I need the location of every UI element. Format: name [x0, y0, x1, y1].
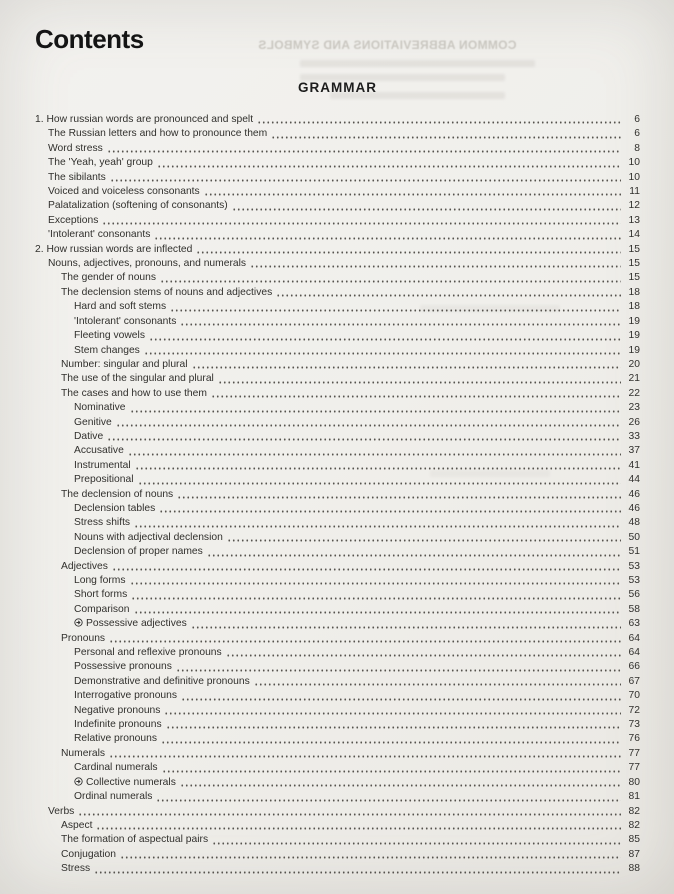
dot-leader	[161, 741, 621, 744]
toc-entry-page-number: 13	[628, 214, 640, 226]
toc-entry-label: Ordinal numerals	[74, 791, 153, 803]
toc-entry	[35, 387, 640, 401]
toc-entry-page-number: 77	[628, 747, 640, 759]
toc-entry-page-number: 88	[628, 863, 640, 875]
toc-entry	[35, 459, 640, 473]
toc-entry-label: Indefinite pronouns	[74, 719, 162, 731]
toc-entry-page-number: 44	[628, 474, 640, 486]
toc-entry-label: Numerals	[61, 747, 106, 759]
dot-leader	[96, 827, 621, 830]
toc-entry	[35, 747, 640, 761]
toc-entry-label: Adjectives	[61, 560, 108, 572]
dot-leader	[191, 626, 621, 629]
dot-leader	[134, 611, 621, 614]
toc-entry	[35, 358, 640, 372]
toc-entry-page-number: 19	[628, 315, 640, 327]
toc-entry	[35, 790, 640, 804]
toc-entry-label: 2. How russian words are inflected	[35, 243, 193, 255]
toc-entry-label: Declension tables	[74, 502, 156, 514]
toc-entry-page-number: 76	[628, 733, 640, 745]
toc-entry	[35, 560, 640, 574]
toc-entry-page-number: 18	[628, 286, 640, 298]
toc-entry	[35, 488, 640, 502]
toc-entry-page-number: 6	[634, 114, 640, 125]
toc-entry-page-number: 82	[628, 819, 640, 831]
toc-entry-page-number: 10	[628, 171, 640, 183]
toc-entry-page-number: 10	[628, 157, 640, 169]
toc-entry-label: Verbs	[48, 805, 75, 817]
toc-entry-page-number: 64	[628, 647, 640, 659]
dot-leader	[166, 726, 621, 729]
toc-entry	[35, 271, 640, 285]
toc-entry-label: Number: singular and plural	[61, 358, 188, 370]
toc-entry-label: Interrogative pronouns	[74, 690, 178, 702]
toc-entry-label: Short forms	[74, 589, 128, 601]
toc-entry-label: Palatalization (softening of consonants)	[48, 200, 228, 212]
toc-entry-page-number: 11	[629, 186, 640, 198]
toc-entry-page-number: 20	[628, 358, 640, 370]
dot-leader	[157, 165, 621, 168]
dot-leader	[271, 136, 621, 139]
toc-entry-label: Aspect	[61, 819, 93, 831]
dot-leader	[176, 669, 621, 672]
toc-entry	[35, 199, 640, 213]
dot-leader	[196, 251, 621, 254]
toc-entry-label: Word stress	[48, 142, 103, 154]
toc-entry-page-number: 53	[628, 560, 640, 572]
toc-entry	[35, 286, 640, 300]
toc-entry-page-number: 23	[628, 402, 640, 414]
toc-entry-label: Stress	[61, 863, 91, 875]
dot-leader	[102, 222, 621, 225]
toc-entry-page-number: 12	[628, 200, 640, 212]
toc-entry-page-number: 87	[628, 848, 640, 860]
toc-entry	[35, 689, 640, 703]
toc-entry-label: Nouns with adjectival declension	[74, 531, 223, 543]
toc-entry-label: Accusative	[74, 445, 124, 457]
toc-entry-label: Stress shifts	[74, 517, 131, 529]
toc-entry	[35, 401, 640, 415]
toc-entry-label: Fleeting vowels	[74, 330, 145, 342]
toc-entry-label: The 'Yeah, yeah' group	[48, 157, 153, 169]
toc-entry-page-number: 15	[628, 243, 640, 255]
toc-entry-page-number: 72	[628, 704, 640, 716]
toc-entry-label: Negative pronouns	[74, 704, 161, 716]
toc-entry-label: Dative	[74, 430, 104, 442]
bleedthrough-artifact	[300, 60, 535, 67]
toc-entry-label: Conjugation	[61, 848, 116, 860]
toc-entry-page-number: 6	[634, 128, 640, 140]
toc-entry	[35, 228, 640, 242]
toc-entry	[35, 156, 640, 170]
toc-entry-label: Possessive pronouns	[74, 661, 172, 673]
toc-entry	[35, 603, 640, 617]
toc-entry-page-number: 15	[628, 272, 640, 284]
dot-leader	[181, 698, 621, 701]
toc-entry-page-number: 37	[628, 445, 640, 457]
toc-entry	[35, 372, 640, 386]
dot-leader	[254, 683, 621, 686]
dot-leader	[276, 294, 621, 297]
toc-entry-page-number: 48	[628, 517, 640, 529]
dot-leader	[149, 338, 621, 341]
toc-entry-label: The sibilants	[48, 171, 106, 183]
dot-leader	[107, 150, 621, 153]
toc-list	[35, 113, 640, 877]
toc-entry-label: The formation of aspectual pairs	[61, 834, 209, 846]
toc-entry	[35, 588, 640, 602]
dot-leader	[138, 482, 621, 485]
dot-leader	[211, 395, 621, 398]
toc-entry-label: 'Intolerant' consonants	[48, 229, 151, 241]
dot-leader	[116, 424, 621, 427]
dot-leader	[131, 597, 621, 600]
toc-entry-label: The use of the singular and plural	[61, 373, 214, 385]
cross-reference-arrow-icon	[74, 617, 83, 631]
dot-leader	[226, 654, 621, 657]
dot-leader	[232, 208, 621, 211]
toc-entry	[35, 617, 640, 631]
toc-entry-page-number: 80	[628, 776, 640, 788]
toc-entry-page-number: 58	[628, 603, 640, 615]
toc-entry-page-number: 19	[628, 344, 640, 356]
toc-entry-page-number: 14	[628, 229, 640, 241]
toc-entry	[35, 545, 640, 559]
toc-entry	[35, 113, 640, 127]
dot-leader	[180, 323, 621, 326]
toc-entry	[35, 761, 640, 775]
toc-entry-page-number: 67	[628, 675, 640, 687]
dot-leader	[212, 842, 621, 845]
toc-entry-page-number: 46	[628, 502, 640, 514]
section-heading: GRAMMAR	[298, 80, 377, 95]
toc-entry	[35, 329, 640, 343]
toc-entry	[35, 344, 640, 358]
bleedthrough-heading: COMMON ABBREVIATIONS AND SYMBOLS	[258, 38, 517, 52]
toc-entry	[35, 416, 640, 430]
dot-leader	[110, 179, 621, 182]
toc-entry	[35, 444, 640, 458]
toc-entry-label: Cardinal numerals	[74, 762, 158, 774]
toc-entry-page-number: 85	[628, 834, 640, 846]
toc-entry-page-number: 41	[628, 459, 640, 471]
toc-entry-label: Personal and reflexive pronouns	[74, 647, 222, 659]
dot-leader	[78, 813, 621, 816]
toc-entry	[35, 646, 640, 660]
toc-entry-page-number: 73	[628, 719, 640, 731]
toc-entry	[35, 574, 640, 588]
toc-entry-page-number: 50	[628, 531, 640, 543]
dot-leader	[159, 510, 621, 513]
toc-entry-label: Possessive adjectives	[74, 617, 187, 631]
dot-leader	[109, 640, 621, 643]
dot-leader	[135, 467, 621, 470]
toc-entry-page-number: 70	[628, 690, 640, 702]
dot-leader	[177, 496, 621, 499]
toc-entry	[35, 805, 640, 819]
toc-entry-label: Long forms	[74, 575, 126, 586]
toc-entry	[35, 848, 640, 862]
dot-leader	[144, 352, 621, 355]
dot-leader	[120, 856, 621, 859]
toc-entry	[35, 632, 640, 646]
toc-entry-label: Voiced and voiceless consonants	[48, 186, 200, 198]
toc-entry-label: Relative pronouns	[74, 733, 157, 745]
toc-entry-page-number: 8	[634, 142, 640, 154]
toc-entry-label: 'Intolerant' consonants	[74, 315, 177, 327]
toc-entry-label: The Russian letters and how to pronounce them	[48, 128, 268, 140]
toc-entry	[35, 833, 640, 847]
toc-entry	[35, 675, 640, 689]
toc-entry	[35, 516, 640, 530]
toc-entry	[35, 185, 640, 199]
toc-entry-label: The declension stems of nouns and adjectives	[61, 286, 273, 298]
toc-entry-label: Nominative	[74, 402, 126, 414]
toc-entry	[35, 502, 640, 516]
toc-entry	[35, 257, 640, 271]
dot-leader	[204, 193, 621, 196]
toc-entry-page-number: 15	[628, 258, 640, 270]
toc-entry	[35, 171, 640, 185]
toc-entry-label: Prepositional	[74, 474, 134, 486]
toc-entry-label: Declension of proper names	[74, 546, 203, 558]
toc-entry-label: Nouns, adjectives, pronouns, and numerals	[48, 258, 247, 270]
toc-entry-page-number: 22	[628, 387, 640, 399]
toc-entry-page-number: 33	[628, 430, 640, 442]
toc-entry-label: Exceptions	[48, 214, 99, 226]
dot-leader	[107, 438, 621, 441]
dot-leader	[162, 770, 621, 773]
dot-leader	[218, 381, 621, 384]
dot-leader	[128, 453, 621, 456]
toc-entry-label: Comparison	[74, 603, 130, 615]
toc-entry	[35, 819, 640, 833]
toc-entry-page-number: 51	[628, 546, 640, 558]
toc-entry-label: Collective numerals	[74, 776, 176, 790]
dot-leader	[192, 366, 622, 369]
dot-leader	[207, 554, 621, 557]
dot-leader	[156, 799, 621, 802]
toc-entry-label: Stem changes	[74, 344, 140, 356]
toc-entry-page-number: 18	[628, 301, 640, 313]
toc-entry	[35, 732, 640, 746]
cross-reference-arrow-icon	[74, 776, 83, 790]
toc-entry-label: Pronouns	[61, 632, 106, 644]
toc-entry-label: Hard and soft stems	[74, 301, 167, 313]
toc-entry	[35, 718, 640, 732]
toc-entry-label: Genitive	[74, 416, 112, 428]
toc-entry-label: The gender of nouns	[61, 272, 157, 284]
toc-entry-label: 1. How russian words are pronounced and spelt	[35, 114, 254, 125]
dot-leader	[130, 410, 621, 413]
toc-entry	[35, 430, 640, 444]
toc-entry-page-number: 56	[628, 589, 640, 601]
dot-leader	[134, 525, 621, 528]
dot-leader	[109, 755, 621, 758]
dot-leader	[180, 784, 621, 787]
toc-entry	[35, 315, 640, 329]
toc-entry	[35, 214, 640, 228]
toc-entry-page-number: 82	[628, 805, 640, 817]
toc-entry-page-number: 64	[628, 632, 640, 644]
toc-entry-page-number: 66	[628, 661, 640, 673]
toc-entry	[35, 704, 640, 718]
page-title: Contents	[35, 24, 144, 54]
toc-entry	[35, 300, 640, 314]
toc-entry-label: The cases and how to use them	[61, 387, 207, 399]
toc-entry-page-number: 46	[628, 488, 640, 500]
dot-leader	[170, 309, 621, 312]
toc-entry	[35, 531, 640, 545]
dot-leader	[227, 539, 621, 542]
toc-entry	[35, 776, 640, 790]
toc-entry-page-number: 77	[628, 762, 640, 774]
toc-entry	[35, 660, 640, 674]
dot-leader	[112, 568, 621, 571]
dot-leader	[164, 712, 621, 715]
toc-entry-page-number: 21	[628, 373, 640, 385]
toc-entry-label: Demonstrative and definitive pronouns	[74, 675, 250, 687]
dot-leader	[94, 871, 621, 874]
toc-entry	[35, 473, 640, 487]
dot-leader	[130, 582, 621, 585]
dot-leader	[250, 265, 621, 268]
toc-entry	[35, 142, 640, 156]
dot-leader	[160, 280, 621, 283]
toc-entry-page-number: 19	[628, 330, 640, 342]
toc-entry-page-number: 81	[628, 791, 640, 803]
toc-entry-page-number: 53	[628, 575, 640, 586]
toc-entry-label: The declension of nouns	[61, 488, 174, 500]
toc-entry-page-number: 63	[628, 618, 640, 630]
toc-entry	[35, 243, 640, 257]
toc-entry	[35, 862, 640, 876]
toc-entry-page-number: 26	[628, 416, 640, 428]
dot-leader	[154, 237, 621, 240]
toc-entry-label: Instrumental	[74, 459, 131, 471]
toc-entry	[35, 127, 640, 141]
dot-leader	[257, 121, 621, 124]
